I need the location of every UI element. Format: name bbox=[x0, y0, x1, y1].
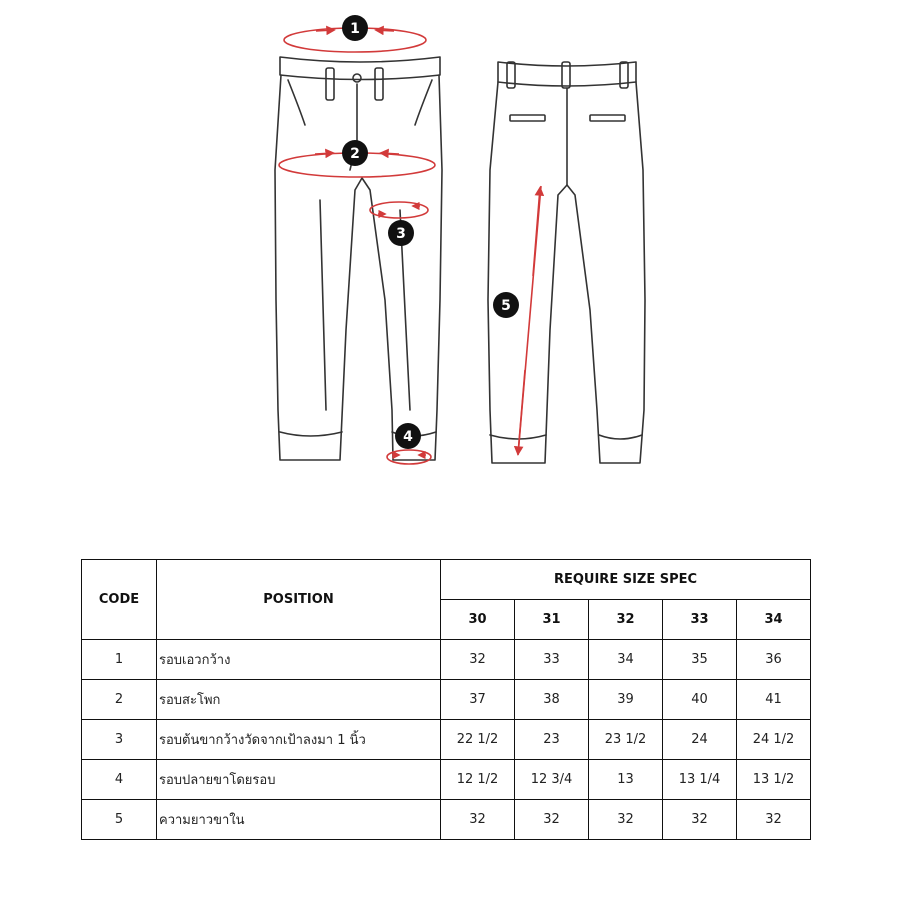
inseam-measurement-arrow bbox=[518, 186, 541, 455]
code-header: CODE bbox=[82, 560, 157, 640]
value-cell: 13 1/4 bbox=[663, 760, 737, 800]
size-spec-table bbox=[81, 559, 811, 840]
position-cell: รอบเอวกว้าง bbox=[157, 640, 441, 680]
svg-text:3: 3 bbox=[396, 226, 406, 242]
svg-text:1: 1 bbox=[350, 21, 360, 37]
value-cell: 13 bbox=[589, 760, 663, 800]
value-cell: 32 bbox=[663, 800, 737, 840]
value-cell: 40 bbox=[663, 680, 737, 720]
code-cell: 5 bbox=[82, 800, 157, 840]
marker-1 bbox=[342, 15, 368, 41]
size-header: 33 bbox=[663, 600, 737, 640]
code-cell: 3 bbox=[82, 720, 157, 760]
code-cell: 1 bbox=[82, 640, 157, 680]
value-cell: 33 bbox=[515, 640, 589, 680]
value-cell: 32 bbox=[737, 800, 811, 840]
size-header: 32 bbox=[589, 600, 663, 640]
value-cell: 34 bbox=[589, 640, 663, 680]
position-cell: รอบสะโพก bbox=[157, 680, 441, 720]
value-cell: 13 1/2 bbox=[737, 760, 811, 800]
code-cell: 4 bbox=[82, 760, 157, 800]
value-cell: 22 1/2 bbox=[441, 720, 515, 760]
value-cell: 32 bbox=[441, 800, 515, 840]
table-row bbox=[82, 800, 811, 840]
table-row bbox=[82, 640, 811, 680]
svg-text:5: 5 bbox=[501, 298, 511, 314]
value-cell: 38 bbox=[515, 680, 589, 720]
value-cell: 32 bbox=[441, 640, 515, 680]
marker-2 bbox=[342, 140, 368, 166]
value-cell: 24 1/2 bbox=[737, 720, 811, 760]
value-cell: 39 bbox=[589, 680, 663, 720]
position-header: POSITION bbox=[157, 560, 441, 640]
svg-text:4: 4 bbox=[403, 429, 413, 445]
value-cell: 32 bbox=[589, 800, 663, 840]
table-row bbox=[82, 720, 811, 760]
size-header: 31 bbox=[515, 600, 589, 640]
size-header: 30 bbox=[441, 600, 515, 640]
code-cell: 2 bbox=[82, 680, 157, 720]
value-cell: 41 bbox=[737, 680, 811, 720]
value-cell: 12 3/4 bbox=[515, 760, 589, 800]
front-pants-drawing bbox=[275, 57, 442, 460]
size-header: 34 bbox=[737, 600, 811, 640]
value-cell: 32 bbox=[515, 800, 589, 840]
table-row bbox=[82, 680, 811, 720]
position-cell: รอบต้นขากว้างวัดจากเป้าลงมา 1 นิ้ว bbox=[157, 720, 441, 760]
table-row bbox=[82, 760, 811, 800]
value-cell: 23 1/2 bbox=[589, 720, 663, 760]
value-cell: 35 bbox=[663, 640, 737, 680]
marker-5 bbox=[493, 292, 519, 318]
table-header-row bbox=[82, 560, 811, 600]
position-cell: รอบปลายขาโดยรอบ bbox=[157, 760, 441, 800]
thigh-measurement-arrow bbox=[370, 202, 428, 218]
back-pants-drawing bbox=[488, 62, 645, 463]
marker-3 bbox=[388, 220, 414, 246]
value-cell: 24 bbox=[663, 720, 737, 760]
value-cell: 36 bbox=[737, 640, 811, 680]
size-spec-header: REQUIRE SIZE SPEC bbox=[441, 560, 811, 600]
value-cell: 37 bbox=[441, 680, 515, 720]
marker-4 bbox=[395, 423, 421, 449]
position-cell: ความยาวขาใน bbox=[157, 800, 441, 840]
value-cell: 12 1/2 bbox=[441, 760, 515, 800]
value-cell: 23 bbox=[515, 720, 589, 760]
svg-text:2: 2 bbox=[350, 146, 360, 162]
